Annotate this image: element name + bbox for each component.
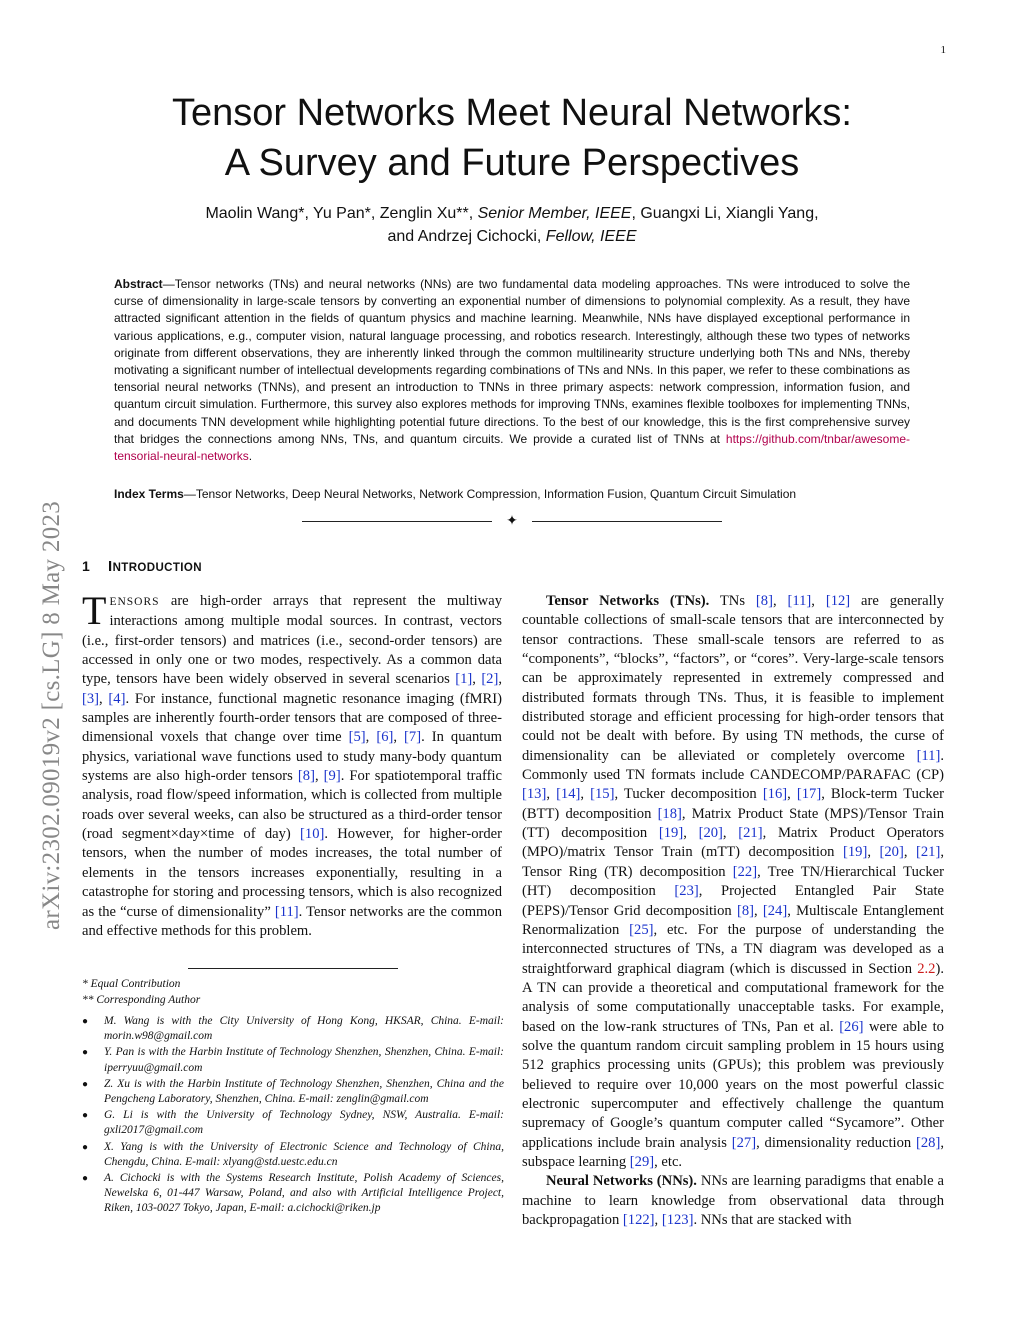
abstract-label: Abstract xyxy=(114,277,163,291)
authors-text: Maolin Wang*, Yu Pan*, Zenglin Xu**, xyxy=(205,205,478,222)
paragraph-heading: Tensor Networks (TNs). xyxy=(546,593,710,609)
section-divider xyxy=(302,513,722,529)
body-text: . In quantum physics, variational wave functions used to study many-body quantum systems are also high-order tensors xyxy=(82,729,502,785)
section-reference-link[interactable]: 2.2 xyxy=(917,960,936,977)
abstract-text: —Tensor networks (TNs) and neural networks (NNs) are two fundamental data modeling approaches. TNs were introduced to solve the curse of dimensionality in large-scale tensors by converting an exponential number of dimensions to polynomial complexity. As a result, they have attracted significant attention in the fields of quantum physics and machine learning. Meanwhile, NNs have displayed exceptional performance in various applications, e.g., computer vision, natural language processing, and robotics research. Interestingly, although these two types of networks originate from different observations, they are inherently linked through the common multilinearity structure underlying both TNs and NNs, thereby motivating a significant number of intellectual developments regarding combinations of TNs and NNs. In this paper, we refer to these combinations as tensorial neural networks (TNNs), and present an introduction to TNNs in three primary aspects: network compression, information fusion, and quantum circuit simulation. Furthermore, this survey also explores methods for improving TNNs, examines flexible toolboxes for implementing TNNs, and documents TNN development while highlighting potential future directions. To the best of our knowledge, this is the first comprehensive survey that bridges the connections among NNs, TNs, and quantum circuits. We provide a curated list of TNNs at xyxy=(114,277,910,446)
body-text: . Commonly used TN formats include CANDECOMP/PARAFAC (CP) xyxy=(522,747,944,784)
separator: , xyxy=(787,786,797,803)
citation-link[interactable]: [2] xyxy=(481,671,499,688)
separator: , xyxy=(753,902,763,919)
body-text: . For spatiotemporal traffic analysis, road flow/speed information, which is collected from multiple roads over several weeks, can also be structured as a third-order tensor (road segment×day×time of day) xyxy=(82,768,502,843)
body-text: are high-order arrays that represent the multiway interactions among multiple modal sources. In contrast, vectors (i.e., first-order tensors) and matrices (i.e., second-order tensors) are accessed in only one or two modes, respectively. As a common data type, tensors have been widely observed in several scenarios xyxy=(82,593,502,688)
page-number: 1 xyxy=(940,44,946,56)
body-text: were able to solve the quantum random circuit sampling problem in 15 hours using 512 graphics processing units (GPUs); this problem was previously believed to require over 10,000 years on the most powerful classic electronic supercomputer and effectively challenge the quantum supremacy of Google’s quantum computer called “Sycamore”. Other applications include brain analysis xyxy=(522,1018,944,1151)
body-text: , dimensionality reduction xyxy=(756,1134,917,1151)
citation-link[interactable]: [9] xyxy=(323,768,341,785)
citation-link[interactable]: [8] xyxy=(736,902,754,919)
divider-line-left xyxy=(302,521,492,522)
separator: , xyxy=(811,593,826,609)
separator: , xyxy=(546,786,557,803)
right-column xyxy=(522,592,944,1230)
smallcaps-word: ENSORS xyxy=(109,596,160,608)
arxiv-identifier-stamp: arXiv:2302.09019v2 [cs.LG] 8 May 2023 xyxy=(38,500,65,930)
bullet-icon: ● xyxy=(82,1141,89,1153)
body-text: . For instance, functional magnetic resonance imaging (fMRI) samples are inherently fourth-order tensors that are composed of three-dimensional voxels that change over time xyxy=(82,690,502,746)
affiliation-item xyxy=(82,1077,504,1107)
abstract xyxy=(114,276,910,465)
citation-link[interactable]: [8] xyxy=(297,768,315,785)
citation-link[interactable]: [19] xyxy=(843,844,868,861)
separator: , xyxy=(393,729,405,746)
author-line-1 xyxy=(100,202,924,225)
body-text: NNs are learning paradigms that enable a machine to learn knowledge from observational data through backpropagation xyxy=(522,1173,944,1228)
left-column xyxy=(82,588,502,941)
citation-link[interactable]: [3] xyxy=(82,690,100,707)
citation-link[interactable]: [11] xyxy=(787,593,812,609)
paragraph-heading: Neural Networks (NNs). xyxy=(546,1173,697,1190)
authors-text: and Andrzej Cichocki, xyxy=(387,228,546,245)
separator: , xyxy=(654,1212,662,1228)
body-text: , Tree TN/Hierarchical Tucker (HT) decomposition xyxy=(522,863,944,900)
affiliation-text: Y. Pan is with the Harbin Institute of Technology Shenzhen, Shenzhen, China. E-mail: iperryuu@gmail.com xyxy=(104,1046,504,1074)
citation-link[interactable]: [21] xyxy=(916,844,941,861)
paper-title xyxy=(100,88,924,188)
citation-link[interactable]: [24] xyxy=(762,902,788,919)
body-text: , Tensor Ring (TR) decomposition xyxy=(522,844,944,880)
body-text: , Matrix Product State (MPS)/Tensor Train (TT) decomposition xyxy=(522,805,944,842)
citation-link[interactable]: [19] xyxy=(658,825,684,842)
section-title-initial: I xyxy=(108,558,113,575)
citation-link[interactable]: [27] xyxy=(731,1134,757,1151)
citation-link[interactable]: [20] xyxy=(698,825,723,842)
citation-link[interactable]: [4] xyxy=(108,690,126,707)
body-text: , etc. xyxy=(654,1153,683,1170)
section-number: 1 xyxy=(82,558,91,574)
citation-link[interactable]: [10] xyxy=(300,826,325,843)
citation-link[interactable]: [17] xyxy=(796,786,822,803)
citation-link[interactable]: [12] xyxy=(825,593,851,609)
section-heading-introduction xyxy=(82,558,502,575)
affiliation-text: X. Yang is with the University of Electronic Science and Technology of China, Chengdu, China. E-mail: xlyang@std.uestc.edu.cn xyxy=(104,1140,504,1168)
body-text: TNs xyxy=(709,593,756,609)
body-text: , subspace learning xyxy=(522,1134,944,1170)
repository-link[interactable]: https://github.com/tnbar/awesome-tensorial-neural-networks xyxy=(114,431,910,464)
citation-link[interactable]: [5] xyxy=(348,729,366,746)
citation-link[interactable]: [20] xyxy=(879,844,904,861)
body-text: , Matrix Product Operators (MPO)/matrix Tensor Train (mTT) decomposition xyxy=(522,825,945,861)
separator: , xyxy=(472,671,482,688)
affiliation-item xyxy=(82,1014,504,1044)
body-text: ). A TN can provide a theoretical and computational framework for the analysis of some computationally unacceptable tasks. For example, based on the low-rank structures of TNs, Pan et al. xyxy=(522,960,944,1035)
citation-link[interactable]: [13] xyxy=(522,786,547,803)
divider-line-right xyxy=(532,521,722,522)
bullet-icon: ● xyxy=(82,1173,89,1185)
affiliation-list xyxy=(82,1014,504,1218)
body-text: . NNs that are stacked with xyxy=(693,1212,852,1228)
title-line-2: A Survey and Future Perspectives xyxy=(224,142,800,184)
body-text: . Tensor networks are the common and effective methods for this problem. xyxy=(82,903,502,939)
affiliation-item xyxy=(82,1140,504,1170)
citation-link[interactable]: [23] xyxy=(674,883,699,900)
drop-cap: T xyxy=(82,588,107,633)
citation-link[interactable]: [8] xyxy=(755,593,773,609)
neural-networks-paragraph xyxy=(522,1172,944,1230)
citation-link[interactable]: [15] xyxy=(590,786,615,803)
separator: , xyxy=(580,786,591,803)
author-role: Fellow, IEEE xyxy=(545,228,637,245)
title-line-1: Tensor Networks Meet Neural Networks: xyxy=(172,92,852,134)
intro-paragraph xyxy=(82,588,502,941)
citation-link[interactable]: [29] xyxy=(629,1153,655,1170)
body-text: , etc. For the purpose of understanding the interconnected structures of TNs, a TN diagram was developed as a straightforward graphical diagram (which is discussed in Section xyxy=(522,921,944,977)
equal-contribution-note: * Equal Contribution xyxy=(82,978,181,990)
citation-link[interactable]: [122] xyxy=(622,1212,655,1228)
citation-link[interactable]: [22] xyxy=(732,863,758,880)
citation-link[interactable]: [11] xyxy=(916,747,941,764)
index-terms-label: Index Terms xyxy=(114,487,184,501)
section-title-rest: NTRODUCTION xyxy=(112,562,202,574)
bullet-icon: ● xyxy=(82,1078,89,1090)
affiliation-item xyxy=(82,1171,504,1217)
separator: , xyxy=(772,593,788,609)
author-role: Senior Member, IEEE xyxy=(477,205,632,222)
citation-link[interactable]: [28] xyxy=(916,1134,941,1151)
separator: , xyxy=(365,729,377,746)
affiliation-text: G. Li is with the University of Technology Sydney, NSW, Australia. E-mail: gxli2017@gmail.com xyxy=(104,1109,504,1137)
citation-link[interactable]: [21] xyxy=(738,825,763,842)
authors-text: , Guangxi Li, Xiangli Yang, xyxy=(631,205,819,222)
bullet-icon: ● xyxy=(82,1047,89,1059)
separator: , xyxy=(314,768,324,785)
footnote-rule xyxy=(188,968,398,969)
corresponding-author-note: ** Corresponding Author xyxy=(82,994,201,1006)
index-terms xyxy=(114,486,910,503)
citation-link[interactable]: [25] xyxy=(629,921,654,938)
bullet-icon: ● xyxy=(82,1110,89,1122)
citation-link[interactable]: [26] xyxy=(839,1018,864,1035)
citation-link[interactable]: [7] xyxy=(404,729,422,746)
bullet-icon: ● xyxy=(82,1016,89,1027)
abstract-end: . xyxy=(248,449,253,464)
body-text: , Multiscale Entanglement Renormalization xyxy=(522,902,944,938)
separator: , xyxy=(867,844,880,861)
separator: , xyxy=(99,690,109,707)
affiliation-text: Z. Xu is with the Harbin Institute of Technology Shenzhen, Shenzhen, China and the Pengcheng Laboratory, Shenzhen, China. E-mail: zenglin@gmail.com xyxy=(104,1077,504,1106)
citation-link[interactable]: [123] xyxy=(661,1212,694,1228)
contribution-notes xyxy=(82,976,502,1008)
citation-link[interactable]: [14] xyxy=(556,786,581,803)
diamond-star-icon: ✦ xyxy=(506,513,518,529)
citation-link[interactable]: [11] xyxy=(274,903,299,920)
separator: , xyxy=(683,825,699,842)
tensor-networks-paragraph xyxy=(522,592,944,1172)
affiliation-item xyxy=(82,1108,504,1138)
body-text: , Tucker decomposition xyxy=(614,786,763,803)
citation-link[interactable]: [6] xyxy=(376,729,394,746)
affiliation-item xyxy=(82,1045,504,1075)
affiliation-text: A. Cichocki is with the Systems Research Institute, Polish Academy of Sciences, Newelska 6, 01-447 Warsaw, Poland, and also with Artificial Intelligence Project, Riken, 103-0027 Tokyo, Japan, E-mail: a.cichocki@riken.jp xyxy=(104,1172,504,1215)
body-text: , Projected Entangled Pair State (PEPS)/Tensor Grid decomposition xyxy=(522,883,944,919)
affiliation-text: M. Wang is with the City University of Hong Kong, HKSAR, China. E-mail: morin.w98@gmail.com xyxy=(104,1015,504,1043)
author-list xyxy=(100,202,924,248)
author-line-2 xyxy=(100,225,924,248)
citation-link[interactable]: [18] xyxy=(657,805,682,822)
separator: , xyxy=(903,844,917,861)
separator: , xyxy=(722,825,739,842)
separator: , xyxy=(498,671,502,688)
body-text: are generally countable collections of small-scale tensors that are interconnected by tensor contractions. These small-scale tensors are referred to as “components”, “blocks”, “factors”, or “cores”. Very-large-scale tensors can be approximately represented in extremely compressed and distributed formats through TNs. Thus, it is feasible to implement distributed storage and efficient processing for high-order tensors that could not be dealt with before. By using TN methods, the curse of dimensionality can be alleviated or completely overcome xyxy=(522,593,945,764)
citation-link[interactable]: [16] xyxy=(762,786,788,803)
index-terms-text: —Tensor Networks, Deep Neural Networks, Network Compression, Information Fusion, Quantum Circuit Simulation xyxy=(183,487,797,501)
citation-link[interactable]: [1] xyxy=(455,671,473,688)
body-text: . However, for higher-order tensors, when the number of modes increases, the total number of elements in the tensors increases exponentially, resulting in a catastrophe for storing and processing tensors, which is also recognized as the “curse of dimensionality” xyxy=(82,826,502,920)
body-text: , Block-term Tucker (BTT) decomposition xyxy=(522,786,945,822)
